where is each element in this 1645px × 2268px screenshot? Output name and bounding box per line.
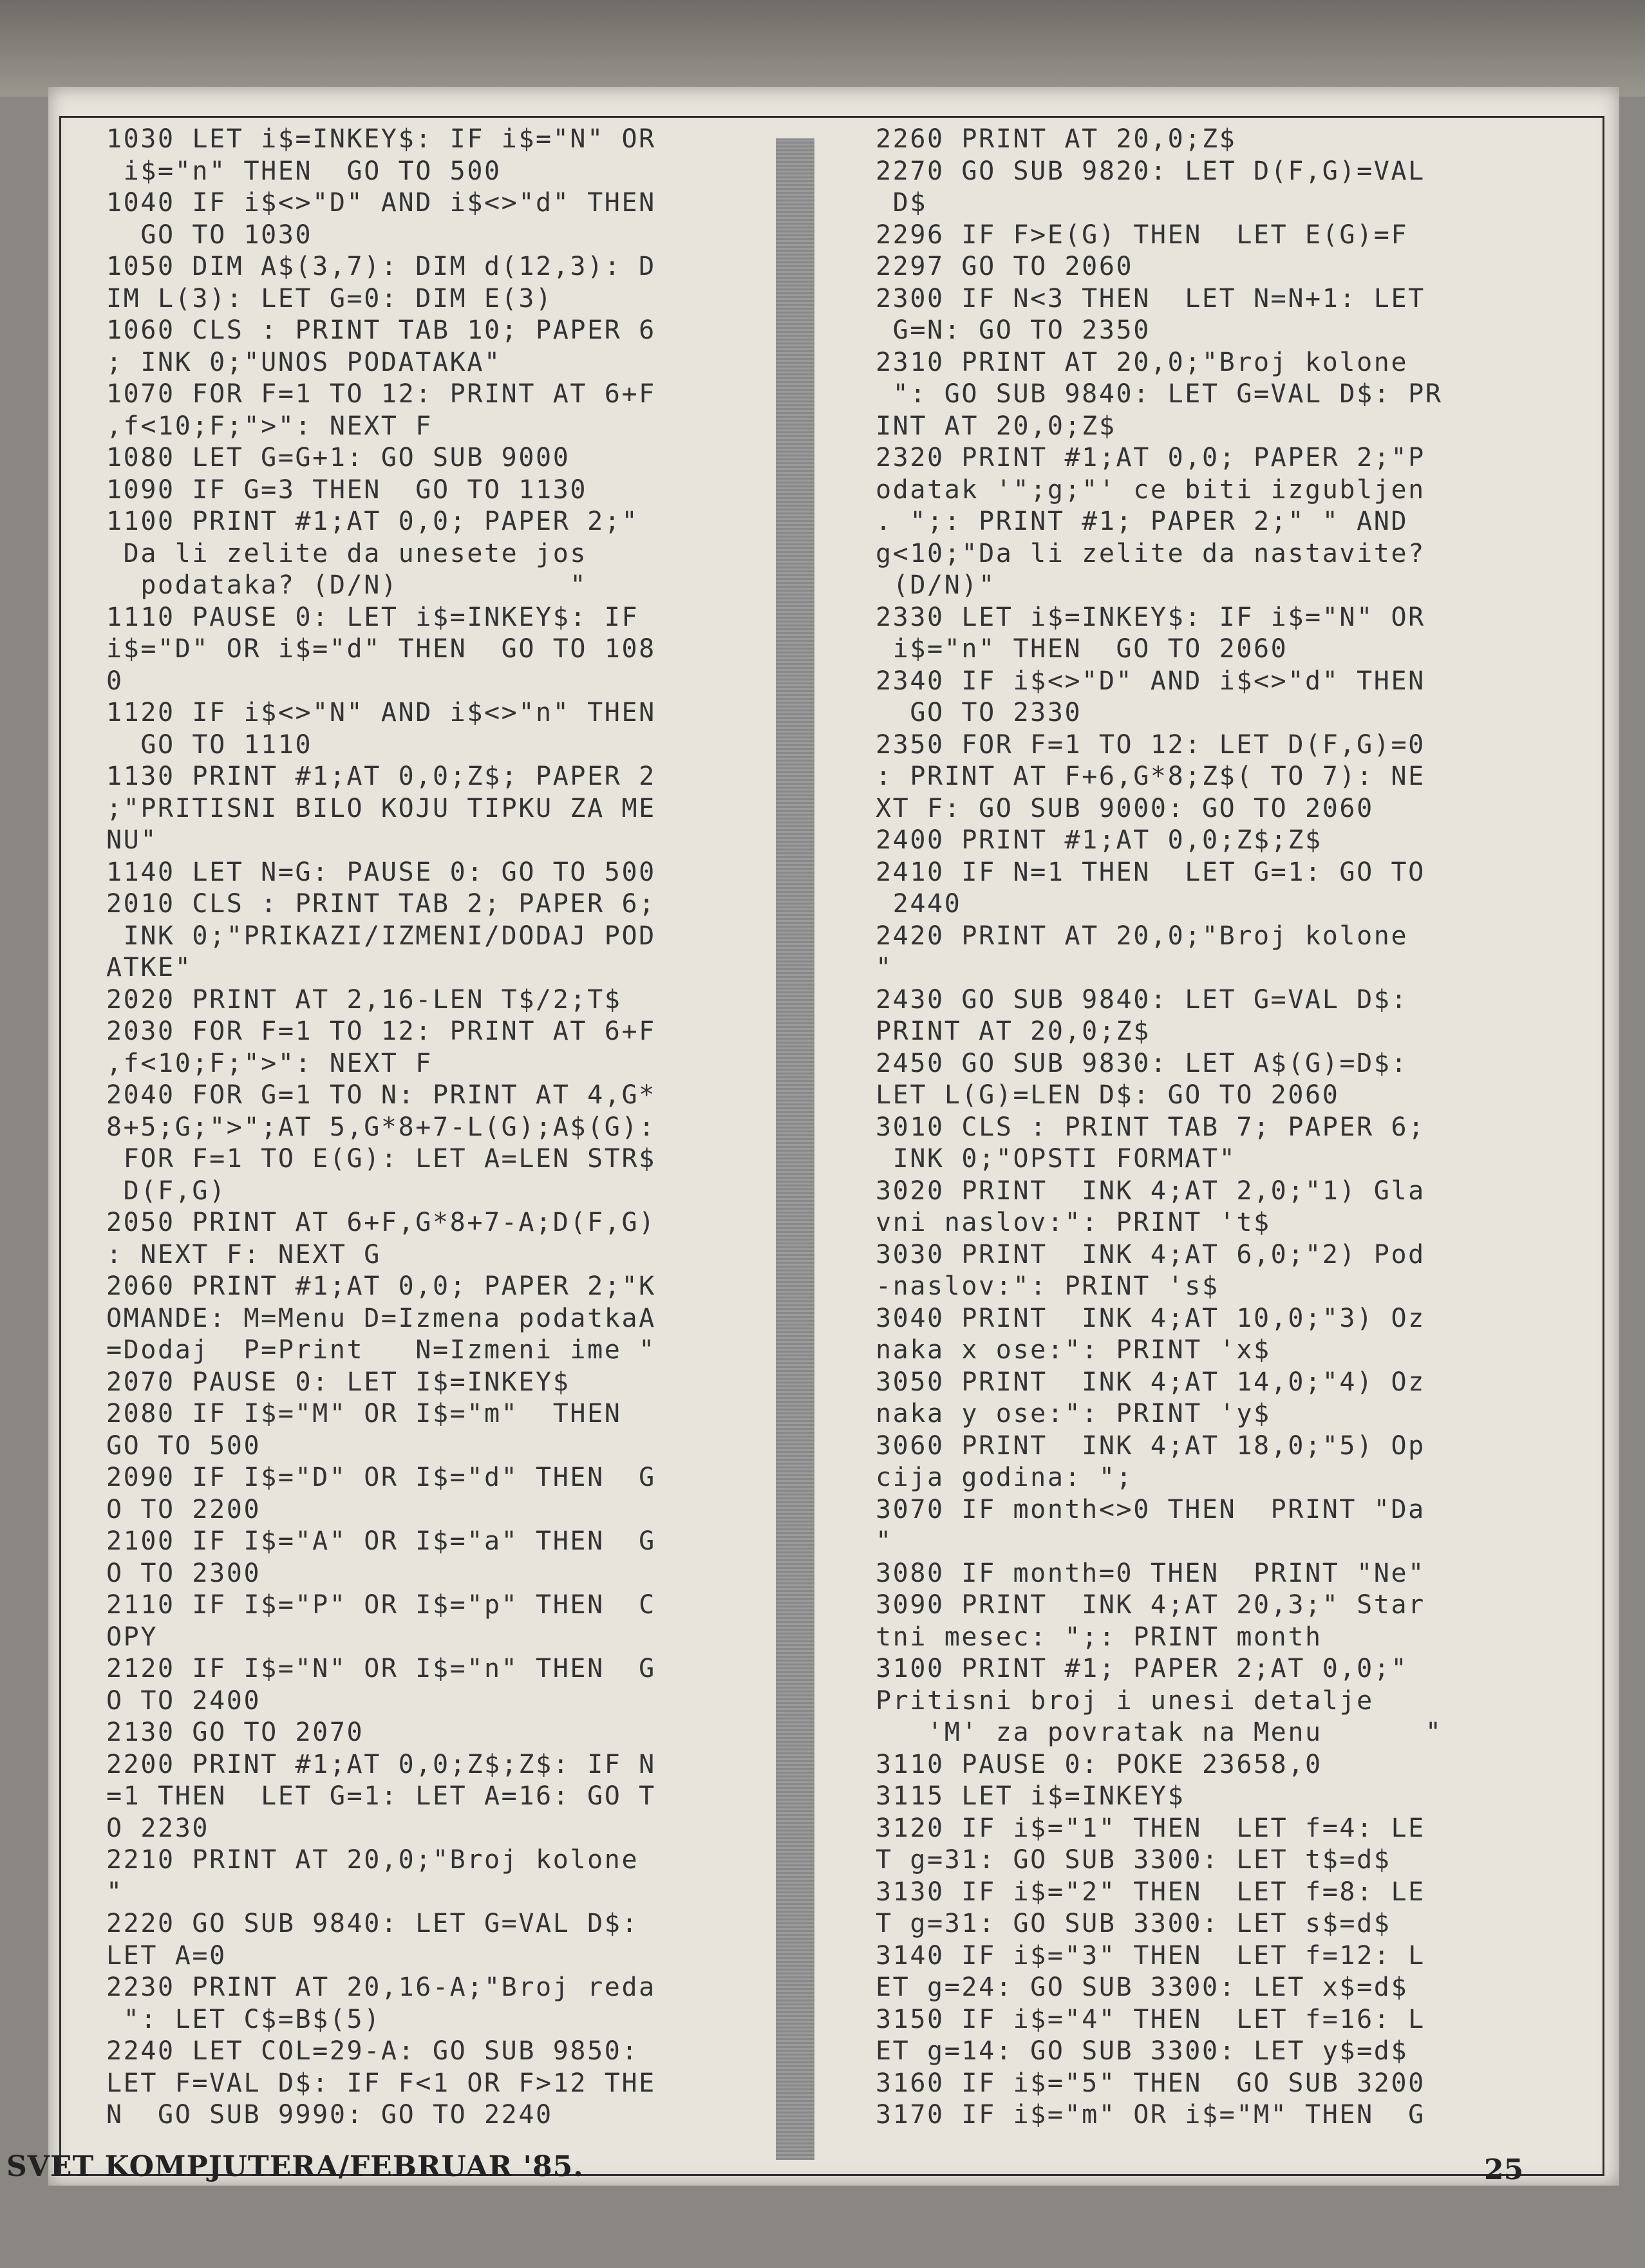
page-number: 25 [1484,2153,1524,2186]
code-line: 2320 PRINT #1;AT 0,0; PAPER 2;"P [876,443,1425,473]
code-line: 1140 LET N=G: PAUSE 0: GO TO 500 [106,857,656,887]
code-line: FOR F=1 TO E(G): LET A=LEN STR$ [106,1144,656,1174]
code-line: =Dodaj P=Print N=Izmeni ime " [106,1335,656,1365]
code-line: 3170 IF i$="m" OR i$="M" THEN G [876,2100,1425,2130]
code-line: 2090 IF I$="D" OR I$="d" THEN G [106,1463,656,1492]
code-line: : NEXT F: NEXT G [106,1239,381,1270]
code-line: 2270 GO SUB 9820: LET D(F,G)=VAL [876,156,1425,186]
code-line: 1030 LET i$=INKEY$: IF i$="N" OR [106,124,656,154]
code-line: Pritisni broj i unesi detalje [876,1685,1374,1716]
code-line: ": LET C$=B$(5) [106,2004,381,2034]
code-line: G=N: GO TO 2350 [876,315,1151,345]
code-line: NU" [106,825,158,855]
code-line: 2110 IF I$="P" OR I$="p" THEN C [106,1590,656,1620]
code-line: 3040 PRINT INK 4;AT 10,0;"3) Oz [876,1303,1425,1333]
code-line: Da li zelite da unesete jos [106,538,588,568]
code-line: 2410 IF N=1 THEN LET G=1: GO TO [876,857,1425,887]
code-line: 2310 PRINT AT 20,0;"Broj kolone [876,347,1409,377]
code-line: 3090 PRINT INK 4;AT 20,3;" Star [876,1590,1425,1620]
code-line: 2330 LET i$=INKEY$: IF i$="N" OR [876,602,1425,632]
code-line: podataka? (D/N) " [106,570,588,600]
code-line: 3030 PRINT INK 4;AT 6,0;"2) Pod [876,1239,1425,1270]
code-line: " [876,953,893,982]
code-line: 2260 PRINT AT 20,0;Z$ [876,124,1237,154]
column-divider [776,138,814,2160]
code-line: 2296 IF F>E(G) THEN LET E(G)=F [876,220,1409,250]
code-line: 2400 PRINT #1;AT 0,0;Z$;Z$ [876,825,1322,855]
code-line: " [876,1526,893,1556]
code-line: 2120 IF I$="N" OR I$="n" THEN G [106,1654,656,1683]
code-line: 2430 GO SUB 9840: LET G=VAL D$: [876,984,1409,1015]
code-line: D(F,G) [106,1176,227,1206]
code-line: D$ [876,188,928,218]
code-line: 3060 PRINT INK 4;AT 18,0;"5) Op [876,1430,1425,1461]
code-line: 3100 PRINT #1; PAPER 2;AT 0,0;" [876,1654,1409,1683]
code-line: ET g=14: GO SUB 3300: LET y$=d$ [876,2036,1409,2066]
code-line: ;"PRITISNI BILO KOJU TIPKU ZA ME [106,793,656,823]
code-line: 1050 DIM A$(3,7): DIM d(12,3): D [106,252,656,281]
code-line: 3080 IF month=0 THEN PRINT "Ne" [876,1558,1425,1588]
code-line: : PRINT AT F+6,G*8;Z$( TO 7): NE [876,762,1425,791]
code-line: 2040 FOR G=1 TO N: PRINT AT 4,G* [106,1080,656,1110]
code-line: =1 THEN LET G=1: LET A=16: GO T [106,1781,656,1811]
code-line: 2420 PRINT AT 20,0;"Broj kolone [876,921,1409,951]
code-line: 1100 PRINT #1;AT 0,0; PAPER 2;" [106,507,639,536]
code-line: naka y ose:": PRINT 'y$ [876,1399,1271,1429]
code-line: 2030 FOR F=1 TO 12: PRINT AT 6+F [106,1017,656,1046]
code-line: 2230 PRINT AT 20,16-A;"Broj reda [106,1973,656,2002]
code-line: odatak '";g;"' ce biti izgubljen [876,474,1425,505]
code-line: 2100 IF I$="A" OR I$="a" THEN G [106,1526,656,1556]
code-line: 2440 [876,889,962,919]
code-line: 2350 FOR F=1 TO 12: LET D(F,G)=0 [876,729,1425,760]
code-line: O TO 2400 [106,1685,261,1716]
code-line: ET g=24: GO SUB 3300: LET x$=d$ [876,1973,1409,2002]
code-line: LET L(G)=LEN D$: GO TO 2060 [876,1080,1340,1110]
code-line: 1120 IF i$<>"N" AND i$<>"n" THEN [106,698,656,727]
code-line: 8+5;G;">";AT 5,G*8+7-L(G);A$(G): [106,1112,656,1142]
code-line: PRINT AT 20,0;Z$ [876,1017,1151,1046]
code-line: 2240 LET COL=29-A: GO SUB 9850: [106,2036,639,2066]
code-line: 2060 PRINT #1;AT 0,0; PAPER 2;"K [106,1271,656,1301]
code-line: 2297 GO TO 2060 [876,252,1134,281]
code-line: . ";: PRINT #1; PAPER 2;" " AND [876,507,1409,536]
code-line: N GO SUB 9990: GO TO 2240 [106,2100,553,2130]
code-line: cija godina: "; [876,1463,1134,1492]
code-line: 3150 IF i$="4" THEN LET f=16: L [876,2004,1425,2034]
code-line: 3070 IF month<>0 THEN PRINT "Da [876,1494,1425,1524]
code-line: naka x ose:": PRINT 'x$ [876,1335,1271,1365]
code-line: i$="n" THEN GO TO 2060 [876,634,1288,664]
code-line: g<10;"Da li zelite da nastavite? [876,538,1425,568]
code-line: 3130 IF i$="2" THEN LET f=8: LE [876,1877,1425,1907]
code-line: 3115 LET i$=INKEY$ [876,1781,1185,1811]
code-line: 3010 CLS : PRINT TAB 7; PAPER 6; [876,1112,1425,1142]
code-line: GO TO 1030 [106,220,313,250]
magazine-footer: SVET KOMPJUTERA/FEBRUAR '85. [6,2150,584,2183]
code-line: 3020 PRINT INK 4;AT 2,0;"1) Gla [876,1176,1425,1206]
code-line: 2130 GO TO 2070 [106,1718,364,1747]
code-line: 1110 PAUSE 0: LET i$=INKEY$: IF [106,602,639,632]
code-column-left [106,124,757,2132]
code-line: 1130 PRINT #1;AT 0,0;Z$; PAPER 2 [106,762,656,791]
code-line: O 2230 [106,1813,210,1843]
code-line: 1070 FOR F=1 TO 12: PRINT AT 6+F [106,379,656,409]
code-line: 2050 PRINT AT 6+F,G*8+7-A;D(F,G) [106,1208,656,1237]
code-line: GO TO 2330 [876,698,1082,727]
code-line: (D/N)" [876,570,996,600]
code-line: INK 0;"OPSTI FORMAT" [876,1144,1237,1174]
code-line: GO TO 1110 [106,729,313,760]
code-line: 3050 PRINT INK 4;AT 14,0;"4) Oz [876,1367,1425,1397]
code-line: 2450 GO SUB 9830: LET A$(G)=D$: [876,1048,1409,1078]
code-line: 1090 IF G=3 THEN GO TO 1130 [106,474,588,505]
code-line: 3120 IF i$="1" THEN LET f=4: LE [876,1813,1425,1843]
page-background [0,0,1645,97]
code-line: O TO 2300 [106,1558,261,1588]
code-line: ": GO SUB 9840: LET G=VAL D$: PR [876,379,1443,409]
code-line: T g=31: GO SUB 3300: LET s$=d$ [876,1909,1391,1938]
code-line: INT AT 20,0;Z$ [876,411,1116,441]
code-line: 2300 IF N<3 THEN LET N=N+1: LET [876,283,1425,314]
code-line: ; INK 0;"UNOS PODATAKA" [106,347,502,377]
code-line: LET F=VAL D$: IF F<1 OR F>12 THE [106,2068,656,2098]
code-line: 2200 PRINT #1;AT 0,0;Z$;Z$: IF N [106,1749,656,1779]
code-line: 2210 PRINT AT 20,0;"Broj kolone [106,1845,639,1875]
code-line: 1080 LET G=G+1: GO SUB 9000 [106,443,570,473]
code-line: OMANDE: M=Menu D=Izmena podatkaA [106,1303,656,1333]
code-line: 3110 PAUSE 0: POKE 23658,0 [876,1749,1322,1779]
code-line: T g=31: GO SUB 3300: LET t$=d$ [876,1845,1391,1875]
code-line: 1060 CLS : PRINT TAB 10; PAPER 6 [106,315,656,345]
code-line: 2080 IF I$="M" OR I$="m" THEN [106,1399,622,1429]
code-line: 3160 IF i$="5" THEN GO SUB 3200 [876,2068,1425,2098]
code-line: 0 [106,666,124,696]
code-line: 2340 IF i$<>"D" AND i$<>"d" THEN [876,666,1425,696]
code-line: 'M' za povratak na Menu " [876,1718,1443,1747]
code-line: tni mesec: ";: PRINT month [876,1622,1322,1652]
code-line: ATKE" [106,953,193,982]
code-line: LET A=0 [106,1940,227,1971]
code-line: 2020 PRINT AT 2,16-LEN T$/2;T$ [106,984,622,1015]
code-line: -naslov:": PRINT 's$ [876,1271,1219,1301]
code-line: O TO 2200 [106,1494,261,1524]
code-line: ,f<10;F;">": NEXT F [106,1048,433,1078]
code-line: 2070 PAUSE 0: LET I$=INKEY$ [106,1367,570,1397]
code-line: INK 0;"PRIKAZI/IZMENI/DODAJ POD [106,921,656,951]
code-line: 2010 CLS : PRINT TAB 2; PAPER 6; [106,889,656,919]
code-line: 2220 GO SUB 9840: LET G=VAL D$: [106,1909,639,1938]
code-column-right [876,124,1526,2132]
code-line: ,f<10;F;">": NEXT F [106,411,433,441]
code-line: i$="n" THEN GO TO 500 [106,156,502,186]
code-line: 1040 IF i$<>"D" AND i$<>"d" THEN [106,188,656,218]
code-line: GO TO 500 [106,1430,261,1461]
code-line: " [106,1877,124,1907]
code-line: 3140 IF i$="3" THEN LET f=12: L [876,1940,1425,1971]
code-line: i$="D" OR i$="d" THEN GO TO 108 [106,634,656,664]
code-line: vni naslov:": PRINT 't$ [876,1208,1271,1237]
code-line: OPY [106,1622,158,1652]
code-line: XT F: GO SUB 9000: GO TO 2060 [876,793,1374,823]
code-line: IM L(3): LET G=0: DIM E(3) [106,283,553,314]
